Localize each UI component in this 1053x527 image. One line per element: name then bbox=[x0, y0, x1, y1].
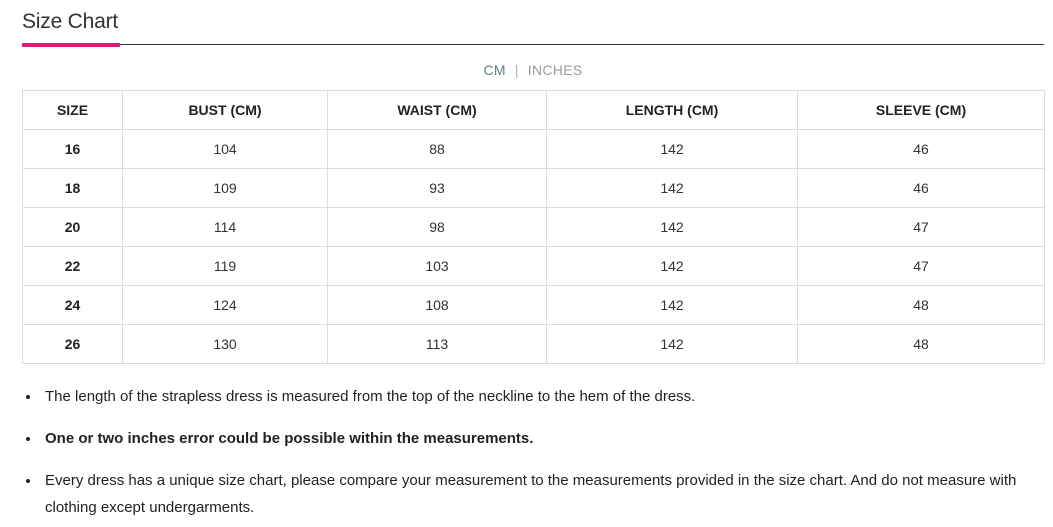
waist-cell: 108 bbox=[328, 286, 547, 325]
bust-cell: 104 bbox=[123, 130, 328, 169]
unit-inches-button[interactable]: INCHES bbox=[527, 62, 583, 78]
table-header-row bbox=[23, 91, 1045, 130]
sleeve-cell: 47 bbox=[798, 208, 1045, 247]
length-cell: 142 bbox=[547, 325, 798, 364]
unit-cm-button[interactable]: CM bbox=[483, 62, 506, 78]
note-item: The length of the strapless dress is measured from the top of the neckline to the hem of the dress. bbox=[22, 383, 1032, 410]
size-cell: 16 bbox=[23, 130, 123, 169]
bust-cell: 109 bbox=[123, 169, 328, 208]
unit-separator: | bbox=[514, 62, 519, 78]
title-divider bbox=[22, 44, 1044, 45]
size-cell: 22 bbox=[23, 247, 123, 286]
title-accent-bar bbox=[22, 43, 120, 47]
header-waist: WAIST (CM) bbox=[328, 91, 547, 130]
waist-cell: 93 bbox=[328, 169, 547, 208]
size-cell: 26 bbox=[23, 325, 123, 364]
header-size: SIZE bbox=[23, 91, 123, 130]
note-item: Every dress has a unique size chart, please compare your measurement to the measurements provided in the size chart. And do not measure with clothing except undergarments. bbox=[22, 467, 1032, 521]
table-row bbox=[23, 286, 1045, 325]
unit-toggle bbox=[0, 62, 1053, 78]
bust-cell: 114 bbox=[123, 208, 328, 247]
note-item: One or two inches error could be possible within the measurements. bbox=[22, 425, 1032, 452]
size-table bbox=[22, 90, 1045, 364]
size-cell: 24 bbox=[23, 286, 123, 325]
length-cell: 142 bbox=[547, 169, 798, 208]
table-row bbox=[23, 325, 1045, 364]
sleeve-cell: 47 bbox=[798, 247, 1045, 286]
waist-cell: 88 bbox=[328, 130, 547, 169]
length-cell: 142 bbox=[547, 130, 798, 169]
sleeve-cell: 48 bbox=[798, 325, 1045, 364]
size-cell: 20 bbox=[23, 208, 123, 247]
length-cell: 142 bbox=[547, 208, 798, 247]
waist-cell: 103 bbox=[328, 247, 547, 286]
sleeve-cell: 48 bbox=[798, 286, 1045, 325]
sleeve-cell: 46 bbox=[798, 169, 1045, 208]
length-cell: 142 bbox=[547, 247, 798, 286]
waist-cell: 98 bbox=[328, 208, 547, 247]
header-sleeve: SLEEVE (CM) bbox=[798, 91, 1045, 130]
page-title: Size Chart bbox=[22, 10, 119, 33]
bust-cell: 119 bbox=[123, 247, 328, 286]
table-row bbox=[23, 169, 1045, 208]
table-row bbox=[23, 247, 1045, 286]
header-bust: BUST (CM) bbox=[123, 91, 328, 130]
length-cell: 142 bbox=[547, 286, 798, 325]
header-length: LENGTH (CM) bbox=[547, 91, 798, 130]
bust-cell: 130 bbox=[123, 325, 328, 364]
sleeve-cell: 46 bbox=[798, 130, 1045, 169]
waist-cell: 113 bbox=[328, 325, 547, 364]
table-row bbox=[23, 130, 1045, 169]
table-row bbox=[23, 208, 1045, 247]
notes-list bbox=[22, 383, 1032, 521]
bust-cell: 124 bbox=[123, 286, 328, 325]
size-cell: 18 bbox=[23, 169, 123, 208]
